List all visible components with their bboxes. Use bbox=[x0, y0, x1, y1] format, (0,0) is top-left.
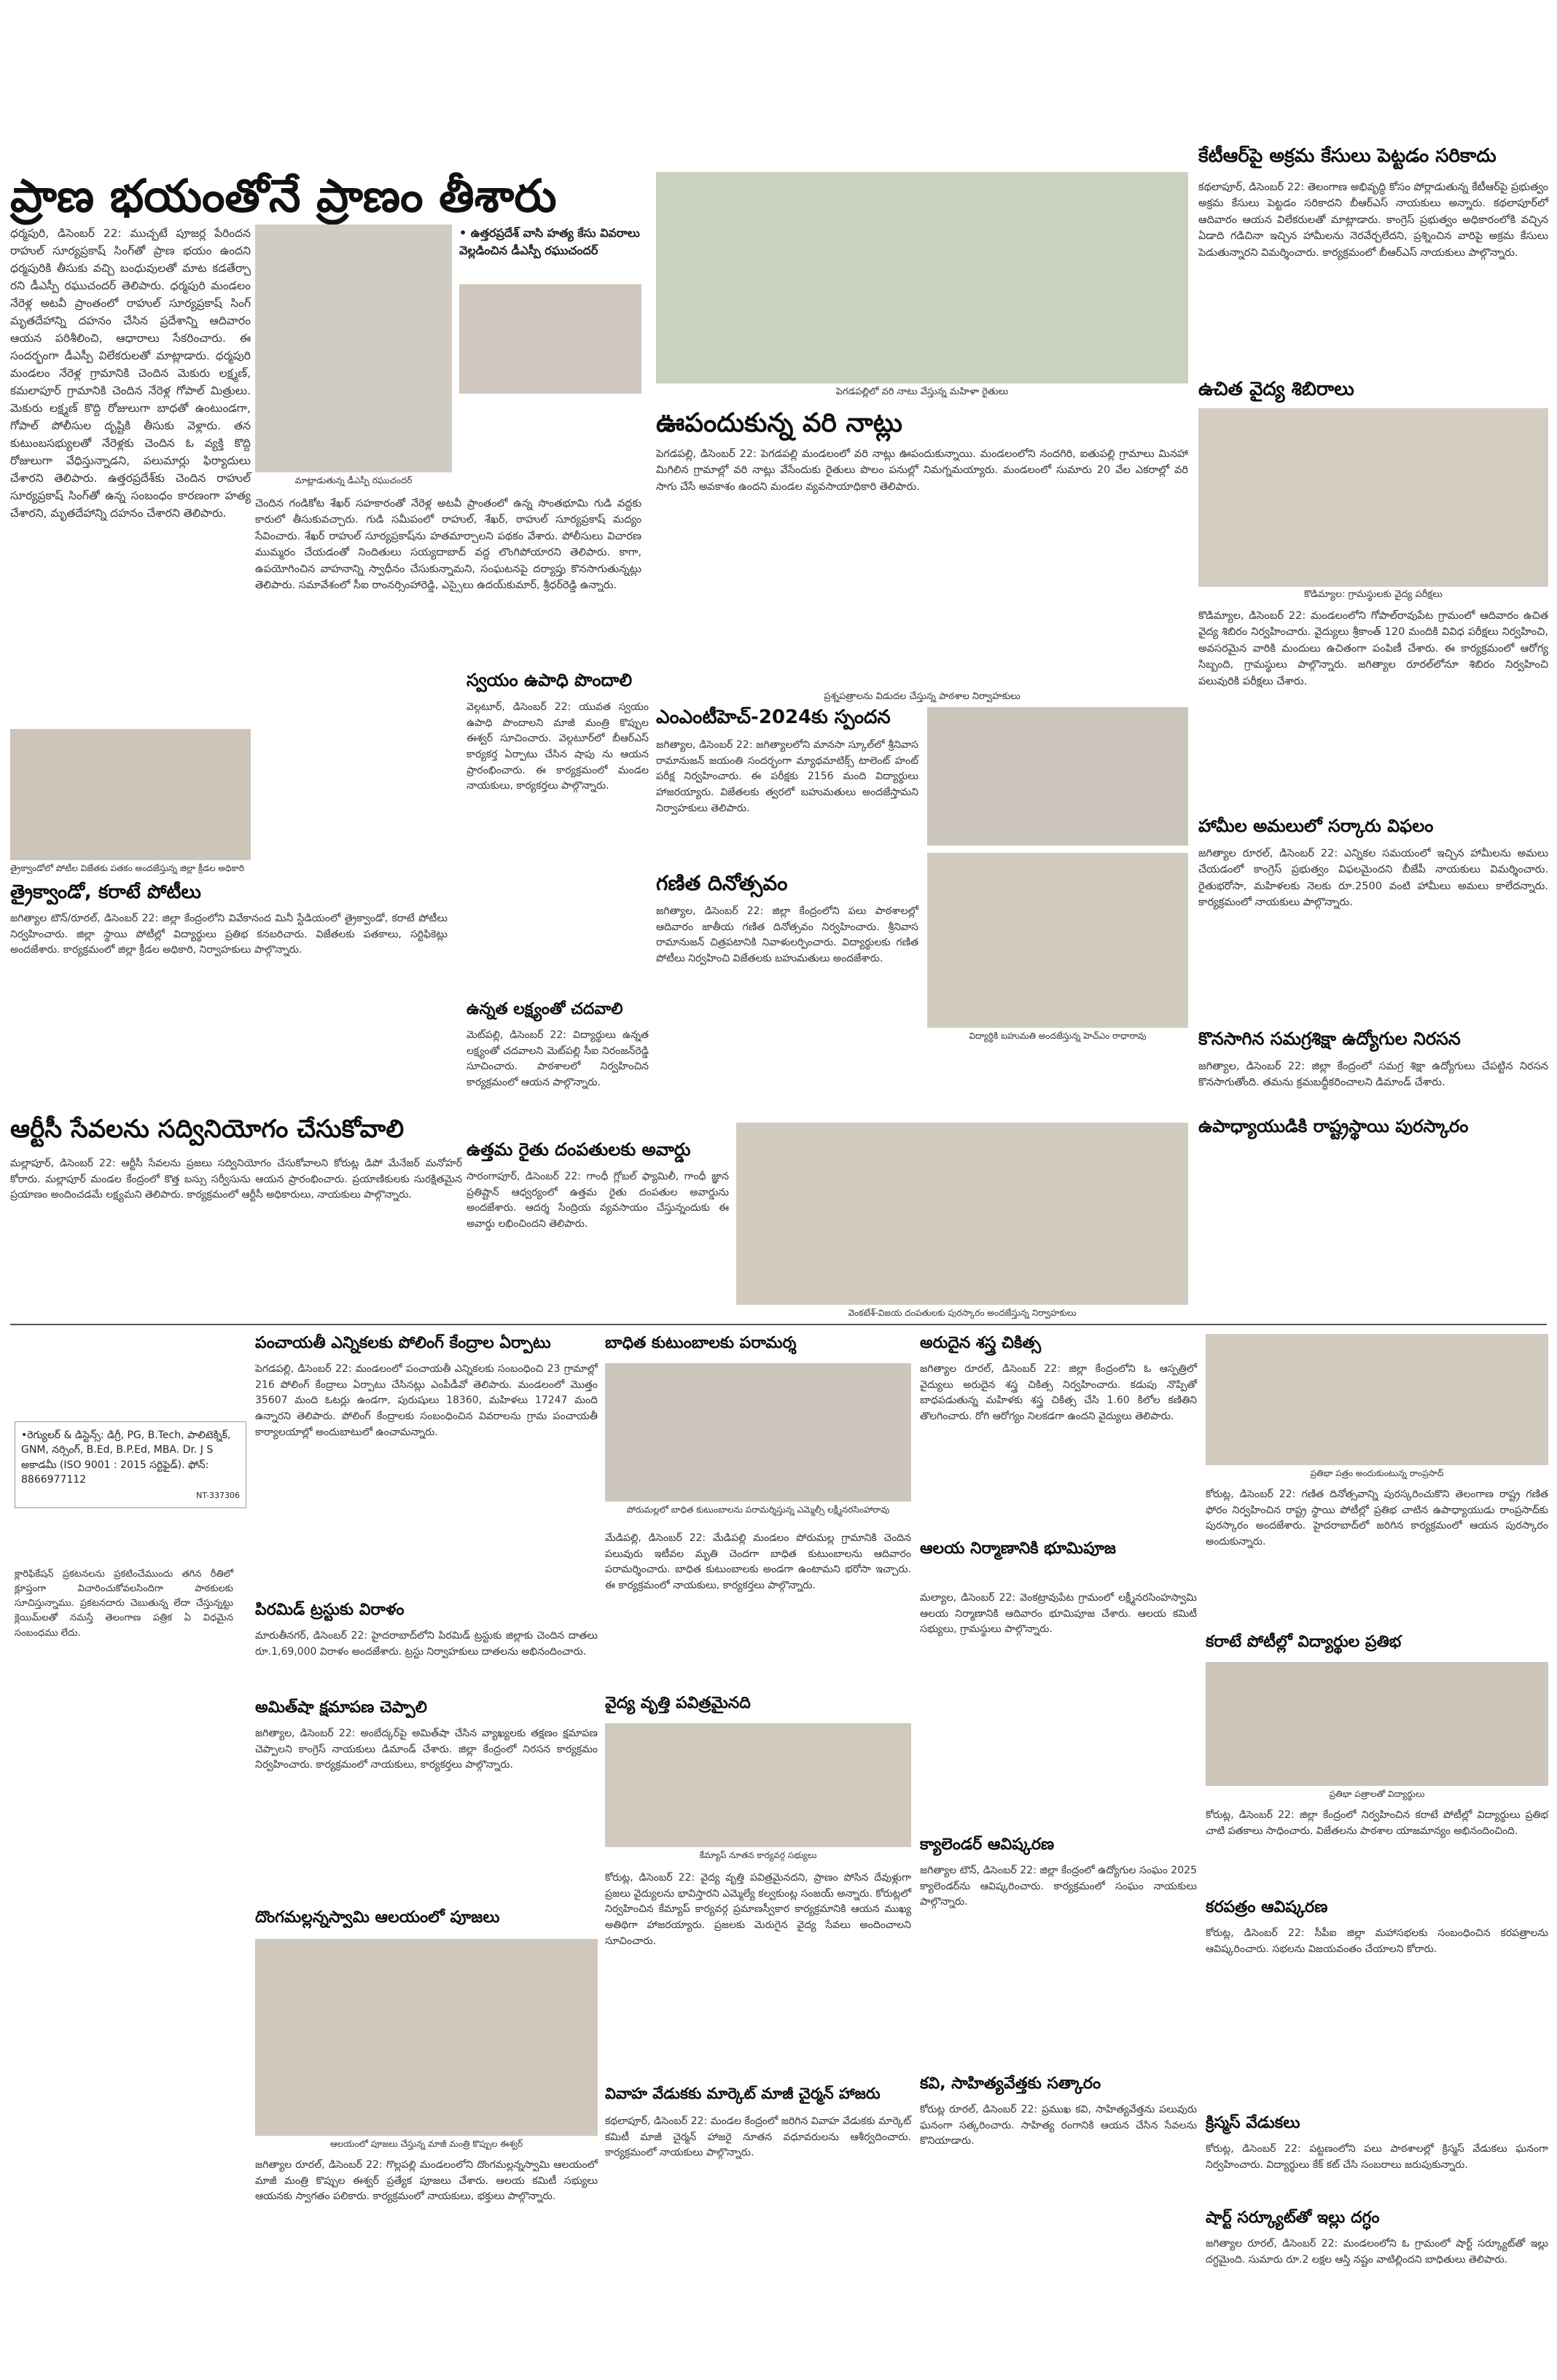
rb-karate-caption: ప్రతిభా పత్రాలతో విద్యార్థులు bbox=[1329, 1789, 1425, 1799]
fire-body: జగిత్యాల రూరల్, డిసెంబర్ 22: మండలంలోని ఓ గ్రామంలో షార్ట్ సర్క్యూట్‌తో ఇల్లు దగ్ధమైంది. సుమారు రూ.2 లక్షల ఆస్తి నష్టం వాటిల్లిందని బాధితులు తెలిపారు. bbox=[1206, 2238, 1548, 2266]
ganitha-headline: గణిత దినోత్సవం bbox=[656, 871, 788, 895]
mmts-headline: ఎంఎంటీహెచ్-2024కు స్పందన bbox=[656, 706, 891, 728]
rtc-headline: ఆర్టీసీ సేవలను సద్వినియోగం చేసుకోవాలి bbox=[10, 1115, 405, 1144]
poet-body: కోరుట్ల రూరల్, డిసెంబర్ 22: ప్రముఖ కవి, సాహిత్యవేత్తను పలువురు ఘనంగా సత్కరించారు. సాహిత్య రంగానికి ఆయన చేసిన సేవలను కొనియాడారు. bbox=[920, 2104, 1197, 2147]
panchayat-headline: పంచాయతీ ఎన్నికలకు పోలింగ్ కేంద్రాల ఏర్పాటు bbox=[255, 1334, 551, 1352]
uttama-body: సారంగాపూర్, డిసెంబర్ 22: గాంధీ గ్లోబల్ ఫ్యామిలీ, గాంధీ జ్ఞాన ప్రతిష్టాన్ ఆధ్వర్యంలో ఉత్తమ రైతు దంపతుల అవార్డును అందజేశారు. ఆదర్శ సేంద్రియ వ్యవసాయం చేస్తున్నందుకు ఈ అవార్డు లభించిందని తెలిపారు. bbox=[467, 1171, 729, 1230]
promises-body: జగిత్యాల రూరల్, డిసెంబర్ 22: ఎన్నికల సమయంలో ఇచ్చిన హామీలను అమలు చేయడంలో కాంగ్రెస్ ప్రభుత్వం విఫలమైందని బీజేపీ నాయకులు విమర్శించారు. రైతుభరోసా, మహిళలకు నెలకు రూ.2500 వంటి హామీలు అమలు కాలేదన్నారు. కార్యక్రమంలో నాయకులు పాల్గొన్నారు. bbox=[1198, 848, 1548, 909]
medical-body: కొడిమ్యాల, డిసెంబర్ 22: మండలంలోని గోపాల్‌రావుపేట గ్రామంలో ఆదివారం ఉచిత వైద్య శిబిరం నిర్వహించారు. వైద్యులు శ్రీకాంత్ 120 మందికి వివిధ పరీక్షలు నిర్వహించి, అవసరమైన వారికి మందులు ఉచితంగా పంపిణీ చేశారు. ఈ కార్యక్రమంలో ఆరోగ్య సిబ్బంది, గ్రామస్థులు పాల్గొన్నారు. జగిత్యాల రూరల్‌లోనూ శిబిరం నిర్వహించి పలువురికి పరీక్షలు చేశారు. bbox=[1198, 610, 1548, 687]
pamphlet-body: కోరుట్ల, డిసెంబర్ 22: సీపీఐ జిల్లా మహాసభలకు సంబంధించిన కరపత్రాలను ఆవిష్కరించారు. సభలను విజయవంతం చేయాలని కోరారు. bbox=[1206, 1927, 1548, 1955]
rb-photo bbox=[1206, 1334, 1548, 1465]
christmas-headline: క్రిస్మస్ వేడుకలు bbox=[1206, 2114, 1300, 2132]
lead-body-2: చెందిన గండికోట శేఖర్ సహకారంతో నేరెళ్ల అటవీ ప్రాంతంలో ఉన్న సొంతభూమి గుడి వద్దకు కారులో తీసుకువచ్చారు. గుడి సమీపంలో రాహుల్, శేఖర్, రాహుల్ సూర్యప్రకాష్ మద్యం సేవించారు. శేఖర్ రాహుల్ సూర్యప్రకాష్‌ను హతమార్చాలని పథకం వేశారు. పోలీసులు విచారణ ముమ్మరం చేయడంతో నిందితులు సయ్యదాబాద్ వద్ద లొంగిపోయారని తెలిపారు. కాగా, ఉపయోగించిన వాహనాన్ని స్వాధీనం చేసుకున్నామని, సంఘటనపై దర్యాప్తు కొనసాగుతున్నట్లు తెలిపారు. సమావేశంలో సీఐ రాంనర్సింహారెడ్డి, ఎస్సైలు ఉదయ్‌కుమార్, శ్రీధర్‌రెడ్డి ఉన్నారు. bbox=[255, 498, 641, 592]
pyramid-headline: పిరమిడ్ ట్రస్టుకు విరాళం bbox=[255, 1601, 405, 1619]
christmas-body: కోరుట్ల, డిసెంబర్ 22: పట్టణంలోని పలు పాఠశాలల్లో క్రిస్మస్ వేడుకలు ఘనంగా నిర్వహించారు. విద్యార్థులు కేక్ కట్ చేసి సంబరాలు జరుపుకున్నారు. bbox=[1206, 2143, 1548, 2171]
rice-headline: ఊపందుకున్న వరి నాట్లు bbox=[656, 408, 903, 438]
section-divider bbox=[10, 1324, 1547, 1325]
mmts-body: జగిత్యాల, డిసెంబర్ 22: జగిత్యాలలోని మానసా స్కూల్‌లో శ్రీనివాస రామానుజన్ జయంతి సందర్భంగా మ్యాథమాటిక్స్ టాలెంట్ హంట్ పరీక్ష నిర్వహించారు. ఈ పరీక్షకు 2156 మంది విద్యార్థులు హాజరయ్యారు. విజేతలకు త్వరలో బహుమతులు అందజేస్తామని నిర్వాహకులు తెలిపారు. bbox=[656, 739, 918, 814]
teacher-award-headline: ఉపాధ్యాయుడికి రాష్ట్రస్థాయి పురస్కారం bbox=[1198, 1116, 1469, 1136]
surgery-body: జగిత్యాల రూరల్, డిసెంబర్ 22: జిల్లా కేంద్రంలోని ఓ ఆస్పత్రిలో వైద్యులు అరుదైన శస్త్ర చికిత్స నిర్వహించారు. కడుపు నొప్పితో బాధపడుతున్న మహిళకు శస్త్ర చికిత్స చేసి 1.60 కిలోల కణితిని తొలగించారు. రోగి ఆరోగ్యం నిలకడగా ఉందని వైద్యులు తెలిపారు. bbox=[920, 1363, 1197, 1423]
calendar-headline: క్యాలెండర్ ఆవిష్కరణ bbox=[920, 1835, 1055, 1854]
lead-body: ధర్మపురి, డిసెంబర్ 22: ముచ్చటే పూజర్ల పేరిందన రాహుల్ సూర్యప్రకాష్ సింగ్‌తో ప్రాణ భయం ఉందని ధర్మపురికి తీసుకు వచ్చి బంధువులతో మాట కడతేర్చా రని డీఎస్పీ రఘుచందర్ తెలిపారు. ధర్మపురి మండలం నేరెళ్ల అటవీ ప్రాంతంలో రాహుల్ సూర్యప్రకాష్ సింగ్ మృతదేహాన్ని దహనం చేసిన ప్రదేశాన్ని ఆదివారం ఆయన పరిశీలించి, ఆధారాలు సేకరించారు. ఈ సందర్భంగా డీఎస్పీ విలేకరులతో మాట్లాడారు. ధర్మపురి మండలం నేరెళ్ల గ్రామానికి చెందిన మెకురు లక్ష్మణ్, కమలాపూర్ గ్రామానికి చెందిన నేరెళ్ల గోపాల్ మిత్రులు. మెకురు లక్ష్మణ్ కొద్ది రోజులుగా బాధతో ఉంటుండగా, గోపాల్ పోలీసుల దృష్టికి తీసుకు వెళ్లారు. తన కుటుంబసభ్యులతో నేరెళ్లకు చెందిన ఓ వ్యక్తి కొద్ది రోజులుగా వేధిస్తున్నాడని, పలుమార్లు ఫిర్యాదులు చేశారని తెలిపారు. ఉత్తరప్రదేశ్‌కు చెందిన రాహుల్ సూర్యప్రకాష్ సింగ్‌తో ఉన్న సంబంధం కారణంగా హత్య చేశారని, మృతదేహాన్ని దహనం చేశారని తెలిపారు. bbox=[10, 227, 251, 520]
fire-headline: షార్ట్ సర్క్యూట్‌తో ఇల్లు దగ్ధం bbox=[1206, 2209, 1380, 2227]
ktr-headline: కేటీఆర్‌పై అక్రమ కేసులు పెట్టడం సరికాదు bbox=[1198, 145, 1496, 167]
rice-body: పెగడపల్లి, డిసెంబర్ 22: పెగడపల్లి మండలంలో వరి నాట్లు ఊపందుకున్నాయి. మండలంలోని నందగిరి, ఐతుపల్లి గ్రామాలు మినహా మిగిలిన గ్రామాల్లో వరి నాట్లు వేసేందుకు రైతులు పొలం పనుల్లో నిమగ్నమయ్యారు. మండలంలో సుమారు 20 వేల ఎకరాల్లో వరి సాగు చేసే అవకాశం ఉందని మండల వ్యవసాయాధికారి తెలిపారు. bbox=[656, 448, 1188, 493]
pyramid-body: మారుతీనగర్, డిసెంబర్ 22: హైదరాబాద్‌లోని పిరమిడ్ ట్రస్టుకు జిల్లాకు చెందిన దాతలు రూ.1,69,000 విరాళం అందజేశారు. ట్రస్టు నిర్వాహకులు దాతలను అభినందించారు. bbox=[255, 1630, 598, 1658]
uttama-caption: వెంకటేశ్-విజయ దంపతులకు పురస్కారం అందజేస్తున్న నిర్వాహకులు bbox=[848, 1308, 1077, 1318]
unnatha-body: మెట్‌పల్లి, డిసెంబర్ 22: విద్యార్థులు ఉన్నత లక్ష్యంతో చదవాలని మెట్‌పల్లి సీఐ నిరంజన్‌రెడ్డి సూచించారు. పాఠశాలలో నిర్వహించిన కార్యక్రమంలో ఆయన పాల్గొన్నారు. bbox=[467, 1029, 649, 1089]
swayam-headline: స్వయం ఉపాధి పొందాలి bbox=[467, 670, 633, 690]
bhoomipuja-body: మల్యాల, డిసెంబర్ 22: వెంకట్రావుపేట గ్రామంలో లక్ష్మీనరసింహస్వామి ఆలయ నిర్మాణానికి ఆదివారం భూమిపూజ చేశారు. ఆలయ కమిటీ సభ్యులు, గ్రామస్థులు పాల్గొన్నారు. bbox=[920, 1592, 1197, 1636]
medical-profession-headline: వైద్య వృత్తి పవిత్రమైనది bbox=[605, 1694, 751, 1712]
surgery-headline: అరుదైన శస్త్ర చికిత్స bbox=[920, 1334, 1042, 1352]
lead-kicker-box bbox=[459, 225, 641, 260]
panchayat-body: పెగడపల్లి, డిసెంబర్ 22: మండలంలో పంచాయతీ ఎన్నికలకు సంబంధించి 23 గ్రామాల్లో 216 పోలింగ్ కేంద్రాలు ఏర్పాటు చేసినట్లు ఎంపీడీవో తెలిపారు. మండలంలో మొత్తం 35607 మంది ఓటర్లు ఉండగా, పురుషులు 18360, మహిళలు 17247 మంది ఉన్నారని తెలిపారు. పోలింగ్ కేంద్రాలకు సంబంధించిన వివరాలను గ్రామ పంచాయతీ కార్యాలయాల్లో అందుబాటులో ఉంచామన్నారు. bbox=[255, 1363, 598, 1438]
badhitha-body: మేడిపల్లి, డిసెంబర్ 22: మేడిపల్లి మండలం పోరుమల్ల గ్రామానికి చెందిన పలువురు ఇటీవల మృతి చెందగా బాధిత కుటుంబాలను ఆదివారం పరామర్శించారు. బాధిత కుటుంబాలకు అండగా ఉంటామని భరోసా ఇచ్చారు. ఈ కార్యక్రమంలో నాయకులు, కార్యకర్తలు పాల్గొన్నారు. bbox=[605, 1532, 911, 1592]
amitshah-headline: అమిత్‌షా క్షమాపణ చెప్పాలి bbox=[255, 1698, 427, 1717]
temple-body: జగిత్యాల రూరల్, డిసెంబర్ 22: గొల్లపల్లి మండలంలోని దొంగమల్లన్నస్వామి ఆలయంలో మాజీ మంత్రి కొప్పుల ఈశ్వర్ ప్రత్యేక పూజలు చేశారు. ఆలయ కమిటీ సభ్యులు ఆయనకు స్వాగతం పలికారు. కార్యక్రమంలో నాయకులు, భక్తులు పాల్గొన్నారు. bbox=[255, 2159, 598, 2203]
rice-photo bbox=[656, 172, 1188, 383]
promises-headline: హామీల అమలులో సర్కారు విఫలం bbox=[1198, 816, 1434, 836]
kemap-photo bbox=[605, 1723, 911, 1847]
swayam-body: వెల్గటూర్, డిసెంబర్ 22: యువత స్వయం ఉపాధి పొందాలని మాజీ మంత్రి కొప్పుల ఈశ్వర్ సూచించారు. వెల్గటూర్‌లో బీఆర్ఎస్ కార్యకర్త ఏర్పాటు చేసిన షాపు ను ఆయన ప్రారంభించారు. ఈ కార్యక్రమంలో మండల నాయకులు, కార్యకర్తలు పాల్గొన్నారు. bbox=[467, 701, 649, 792]
mmts-photo bbox=[927, 707, 1188, 846]
ganitha-body: జగిత్యాల, డిసెంబర్ 22: జిల్లా కేంద్రంలోని పలు పాఠశాలల్లో ఆదివారం జాతీయ గణిత దినోత్సవం నిర్వహించారు. శ్రీనివాస రామానుజన్ చిత్రపటానికి నివాళులర్పించారు. విద్యార్థులకు గణిత పోటీలు నిర్వహించి విజేతలకు బహుమతులు అందజేశారు. bbox=[656, 905, 918, 965]
rb-karate-body: కోరుట్ల, డిసెంబర్ 22: జిల్లా కేంద్రంలో నిర్వహించిన కరాటే పోటీల్లో విద్యార్థులు ప్రతిభ చాటి పతకాలు సాధించారు. విజేతలను పాఠశాల యాజమాన్యం అభినందించింది. bbox=[1206, 1809, 1548, 1837]
badhitha-caption: పోరుమల్లలో బాధిత కుటుంబాలను పరామర్శిస్తున్న ఎమ్మెల్సీ లక్ష్మీనరసింహారావు bbox=[626, 1505, 890, 1515]
medical-headline: ఉచిత వైద్య శిబిరాలు bbox=[1198, 378, 1354, 400]
clarification-note: క్లారిఫికేషన్ ప్రకటనలను ప్రకటించేముందు తగిన రీతిలో క్లూప్తంగా విచారించుకోవలసిందిగా పాఠకులకు సూచిస్తున్నాము. ప్రకటనదారు చెబుతున్న లేదా చేస్తున్నట్టు క్లెయిమ్‌లతో నమస్తే తెలంగాణ పత్రిక ఏ విధమైన సంబంధము లేదు. bbox=[15, 1569, 233, 1639]
uttama-photo bbox=[736, 1123, 1188, 1305]
ktr-body: కథలాపూర్, డిసెంబర్ 22: తెలంగాణ అభివృద్ధి కోసం పోర్లాడుతున్న కేటీఆర్‌పై ప్రభుత్వం అక్రమ కేసులు పెట్టడం సరికాదని బీఆర్ఎస్ నాయకులు అన్నారు. కథలాపూర్‌లో ఆదివారం ఆయన విలేకరులతో మాట్లాడారు. కాంగ్రెస్ ప్రభుత్వం అధికారంలోకి వచ్చిన ఏడాది గడిచినా ఇచ్చిన హామీలను నెరవేర్చలేదని, ప్రశ్నించిన వారిపై అక్రమ కేసులు పెడుతున్నారని విమర్శించారు. కార్యక్రమంలో బీఆర్ఎస్ నాయకులు పాల్గొన్నారు. bbox=[1198, 182, 1548, 259]
wedding-headline: వివాహ వేడుకకు మార్కెట్ మాజీ చైర్మన్ హాజరు bbox=[605, 2085, 881, 2102]
bhoomipuja-headline: ఆలయ నిర్మాణానికి భూమిపూజ bbox=[920, 1540, 1116, 1558]
rb-karate-headline: కరాటే పోటీల్లో విద్యార్థుల ప్రతిభ bbox=[1206, 1633, 1402, 1651]
protest-headline: కొనసాగిన సమగ్రశిక్షా ఉద్యోగుల నిరసన bbox=[1198, 1029, 1461, 1049]
poet-headline: కవి, సాహిత్యవేత్తకు సత్కారం bbox=[920, 2075, 1101, 2093]
unnatha-headline: ఉన్నత లక్ష్యంతో చదవాలి bbox=[467, 1000, 623, 1018]
lead-photo-caption: మాట్లాడుతున్న డీఎస్పీ రఘుచందర్ bbox=[294, 475, 413, 485]
rb-photo-caption: ప్రతిభా పత్రం అందుకుంటున్న రాంప్రసాద్ bbox=[1310, 1468, 1444, 1478]
protest-body: జగిత్యాల, డిసెంబర్ 22: జిల్లా కేంద్రంలో సమగ్ర శిక్షా ఉద్యోగులు చేపట్టిన నిరసన కొనసాగుతోంది. తమను క్రమబద్ధీకరించాలని డిమాండ్ చేశారు. bbox=[1198, 1061, 1548, 1089]
rb-body: కోరుట్ల, డిసెంబర్ 22: గణిత దినోత్సవాన్ని పురస్కరించుకొని తెలంగాణ రాష్ట్ర గణిత ఫోరం నిర్వహించిన రాష్ట్ర స్థాయి పోటీల్లో ప్రతిభ చాటిన ఉపాధ్యాయుడు రాంప్రసాద్‌కు పురస్కారం అందజేశారు. హైదరాబాద్‌లో జరిగిన కార్యక్రమంలో ఆయన పురస్కారం అందుకున్నారు. bbox=[1206, 1489, 1548, 1548]
calendar-body: జగిత్యాల టౌన్, డిసెంబర్ 22: జిల్లా కేంద్రంలో ఉద్యోగుల సంఘం 2025 క్యాలెండర్‌ను ఆవిష్కరించారు. కార్యక్రమంలో సంఘం నాయకులు పాల్గొన్నారు. bbox=[920, 1865, 1197, 1908]
temple-headline: దొంగమల్లన్నస్వామి ఆలయంలో పూజలు bbox=[255, 1908, 500, 1927]
karate-headline: త్రైక్వాండో, కరాటే పోటీలు bbox=[10, 881, 201, 903]
uttama-headline: ఉత్తమ రైతు దంపతులకు అవార్డు bbox=[467, 1139, 691, 1160]
badhitha-headline: బాధిత కుటుంబాలకు పరామర్శ bbox=[605, 1334, 797, 1352]
lead-photo bbox=[255, 225, 452, 472]
karate-photo bbox=[10, 729, 251, 860]
rb-karate-photo bbox=[1206, 1662, 1548, 1786]
badhitha-photo bbox=[605, 1363, 911, 1502]
education-ad bbox=[15, 1421, 246, 1508]
lead-kicker: • ఉత్తరప్రదేశ్ వాసి హత్య కేసు వివరాలు వెల్లడించిన డీఎస్పీ రఘుచందర్ bbox=[459, 226, 640, 257]
lead-photo-2 bbox=[459, 284, 641, 394]
education-ad-text: •రెగ్యులర్ & డిస్టెన్స్: డిగ్రీ, PG, B.Tech, పాలిటెక్నిక్, GNM, నర్సింగ్, B.Ed, B.P.Ed, MBA. Dr. J S అకాడమీ (ISO 9001 : 2015 సర్టిఫైడ్). ఫోన్: 8866977112 bbox=[21, 1429, 231, 1486]
amitshah-body: జగిత్యాల, డిసెంబర్ 22: అంబేద్కర్‌పై అమిత్‌షా చేసిన వ్యాఖ్యలకు తక్షణం క్షమాపణ చెప్పాలని కాంగ్రెస్ నాయకులు డిమాండ్ చేశారు. జిల్లా కేంద్రంలో నిరసన కార్యక్రమం నిర్వహించారు. కార్యక్రమంలో నాయకులు, కార్యకర్తలు పాల్గొన్నారు. bbox=[255, 1728, 598, 1771]
lead-headline: ప్రాణ భయంతోనే ప్రాణం తీశారు bbox=[10, 169, 557, 222]
pamphlet-headline: కరపత్రం ఆవిష్కరణ bbox=[1206, 1898, 1328, 1916]
rice-photo-caption: పెగడపల్లిలో వరి నాటు వేస్తున్న మహిళా రైతులు bbox=[835, 386, 1009, 397]
medical-photo bbox=[1198, 408, 1548, 587]
mmts-caption: ప్రశ్నపత్రాలను విడుదల చేస్తున్న పాఠశాల నిర్వాహకులు bbox=[824, 691, 1021, 702]
wedding-body: కథలాపూర్, డిసెంబర్ 22: మండల కేంద్రంలో జరిగిన వివాహ వేడుకకు మార్కెట్ కమిటీ మాజీ చైర్మన్ హాజరై నూతన వధూవరులను ఆశీర్వదించారు. కార్యక్రమంలో నాయకులు పాల్గొన్నారు. bbox=[605, 2115, 911, 2159]
temple-caption: ఆలయంలో పూజలు చేస్తున్న మాజీ మంత్రి కొప్పుల ఈశ్వర్ bbox=[329, 2139, 523, 2149]
rtc-body: మల్లాపూర్, డిసెంబర్ 22: ఆర్టీసీ సేవలను ప్రజలు సద్వినియోగం చేసుకోవాలని కోరుట్ల డిపో మేనేజర్ మనోహర్ కోరారు. మల్లాపూర్ మండల కేంద్రంలో కొత్త బస్సు సర్వీసును ఆయన ప్రారంభించారు. ప్రయాణికులకు సురక్షితమైన ప్రయాణం అందించడమే లక్ష్యమని తెలిపారు. కార్యక్రమంలో ఆర్టీసీ అధికారులు, నాయకులు పాల్గొన్నారు. bbox=[10, 1158, 462, 1201]
ganitha-caption: విద్యార్థికి బహుమతి అందజేస్తున్న హెచ్‌ఎం రాధారావు bbox=[969, 1031, 1147, 1041]
karate-body: జగిత్యాల టౌన్/రూరల్, డిసెంబర్ 22: జిల్లా కేంద్రంలోని వివేకానంద మినీ స్టేడియంలో త్రైక్వాండో, కరాటే పోటీలు నిర్వహించారు. జిల్లా స్థాయి పోటీల్లో విద్యార్థులు ప్రతిభ కనబరిచారు. విజేతలకు పతకాలు, సర్టిఫికెట్లు అందజేశారు. కార్యక్రమంలో జిల్లా క్రీడల అధికారి, నిర్వాహకులు పాల్గొన్నారు. bbox=[10, 913, 448, 956]
medical-caption: కొడిమ్యాల: గ్రామస్థులకు వైద్య పరీక్షలు bbox=[1304, 589, 1443, 600]
karate-kicker: త్రైక్వాండోలో పోటీల విజేతకు పతకం అందజేస్తున్న జిల్లా క్రీడల అధికారి bbox=[10, 863, 244, 873]
ganitha-photo bbox=[927, 853, 1188, 1028]
temple-photo bbox=[255, 1939, 598, 2136]
medical-profession-body: కోరుట్ల, డిసెంబర్ 22: వైద్య వృత్తి పవిత్రమైనదని, ప్రాణం పోసిన దేవుళ్లుగా ప్రజలు వైద్యులను భావిస్తారని ఎమ్మెల్యే కల్వకుంట్ల సంజయ్ అన్నారు. కోరుట్లలో నిర్వహించిన కేమ్యాప్ కార్యవర్గ ప్రమాణస్వీకార కార్యక్రమానికి ఆయన ముఖ్య అతిథిగా హాజరయ్యారు. ప్రజలకు మెరుగైన వైద్య సేవలు అందించాలని సూచించారు. bbox=[605, 1872, 911, 1947]
kemap-caption: కేమ్యాప్ నూతన కార్యవర్గ సభ్యులు bbox=[699, 1850, 817, 1860]
education-ad-code: NT-337306 bbox=[196, 1491, 240, 1501]
